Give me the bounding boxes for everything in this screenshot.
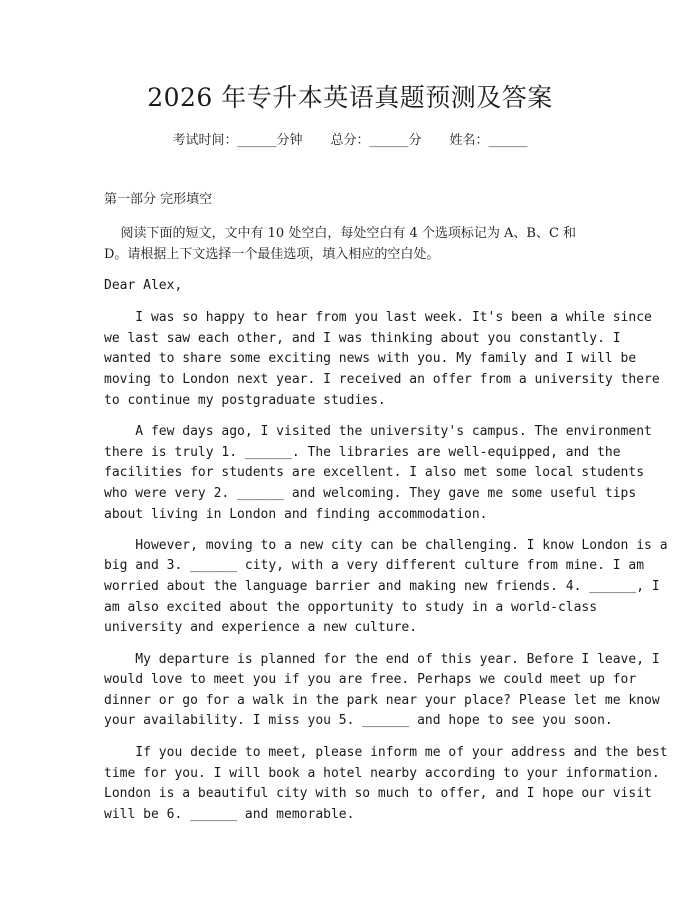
paragraph-line: we last saw each other, and I was thinking about you constantly. I [104, 331, 621, 346]
exam-meta-line [0, 131, 700, 151]
student-name-field: 姓名：______ [449, 133, 528, 148]
paragraph-line: would love to meet you if you are free. Perhaps we could meet up for [104, 672, 637, 687]
paragraph-line: your availability. I miss you 5. ______ and hope to see you soon. [104, 713, 613, 728]
paragraph-line: big and 3. ______ city, with a very different culture from mine. I am [104, 558, 645, 573]
paragraph-line: am also excited about the opportunity to study in a world-class [104, 600, 598, 615]
paragraph-line: A few days ago, I visited the university's campus. The environment [104, 424, 652, 439]
paragraph-line: dinner or go for a walk in the park near your place? Please let me know [104, 693, 660, 708]
paragraph-line: time for you. I will book a hotel nearby according to your information. [104, 766, 660, 781]
total-score-field: 总分：______分 [330, 133, 422, 148]
instruction-line: 阅读下面的短文，文中有 10 处空白，每处空白有 4 个选项标记为 A、B、C 和 [104, 226, 577, 241]
section-heading: 第一部分 完形填空 [104, 192, 213, 207]
paragraph-line: to continue my postgraduate studies. [104, 393, 386, 408]
instruction-line: D。请根据上下文选择一个最佳选项，填入相应的空白处。 [104, 247, 440, 262]
paragraph-line: My departure is planned for the end of this year. Before I leave, I [104, 652, 660, 667]
paragraph-line: worried about the language barrier and making new friends. 4. ______, I [104, 579, 660, 594]
letter-salutation: Dear Alex, [104, 278, 183, 293]
paragraph-line: London is a beautiful city with so much to offer, and I hope our visit [104, 786, 652, 801]
paragraph-line: who were very 2. ______ and welcoming. They gave me some useful tips [104, 486, 637, 501]
paragraph-line: If you decide to meet, please inform me of your address and the best [104, 745, 668, 760]
paragraph-line: moving to London next year. I received an offer from a university there [104, 372, 660, 387]
paragraph-line: about living in London and finding accommodation. [104, 507, 488, 522]
paragraph-line: I was so happy to hear from you last week. It's been a while since [104, 310, 652, 325]
exam-time-field: 考试时间：______分钟 [172, 133, 303, 148]
paragraph-line: However, moving to a new city can be challenging. I know London is a [104, 538, 668, 553]
paragraph-line: wanted to share some exciting news with you. My family and I will be [104, 351, 637, 366]
paragraph-line: will be 6. ______ and memorable. [104, 807, 355, 822]
paragraph-line: facilities for students are excellent. I also met some local students [104, 465, 645, 480]
page-title: 2026 年专升本英语真题预测及答案 [147, 83, 553, 112]
paragraph-line: there is truly 1. ______. The libraries are well-equipped, and the [104, 445, 621, 460]
paragraph-line: university and experience a new culture. [104, 620, 418, 635]
